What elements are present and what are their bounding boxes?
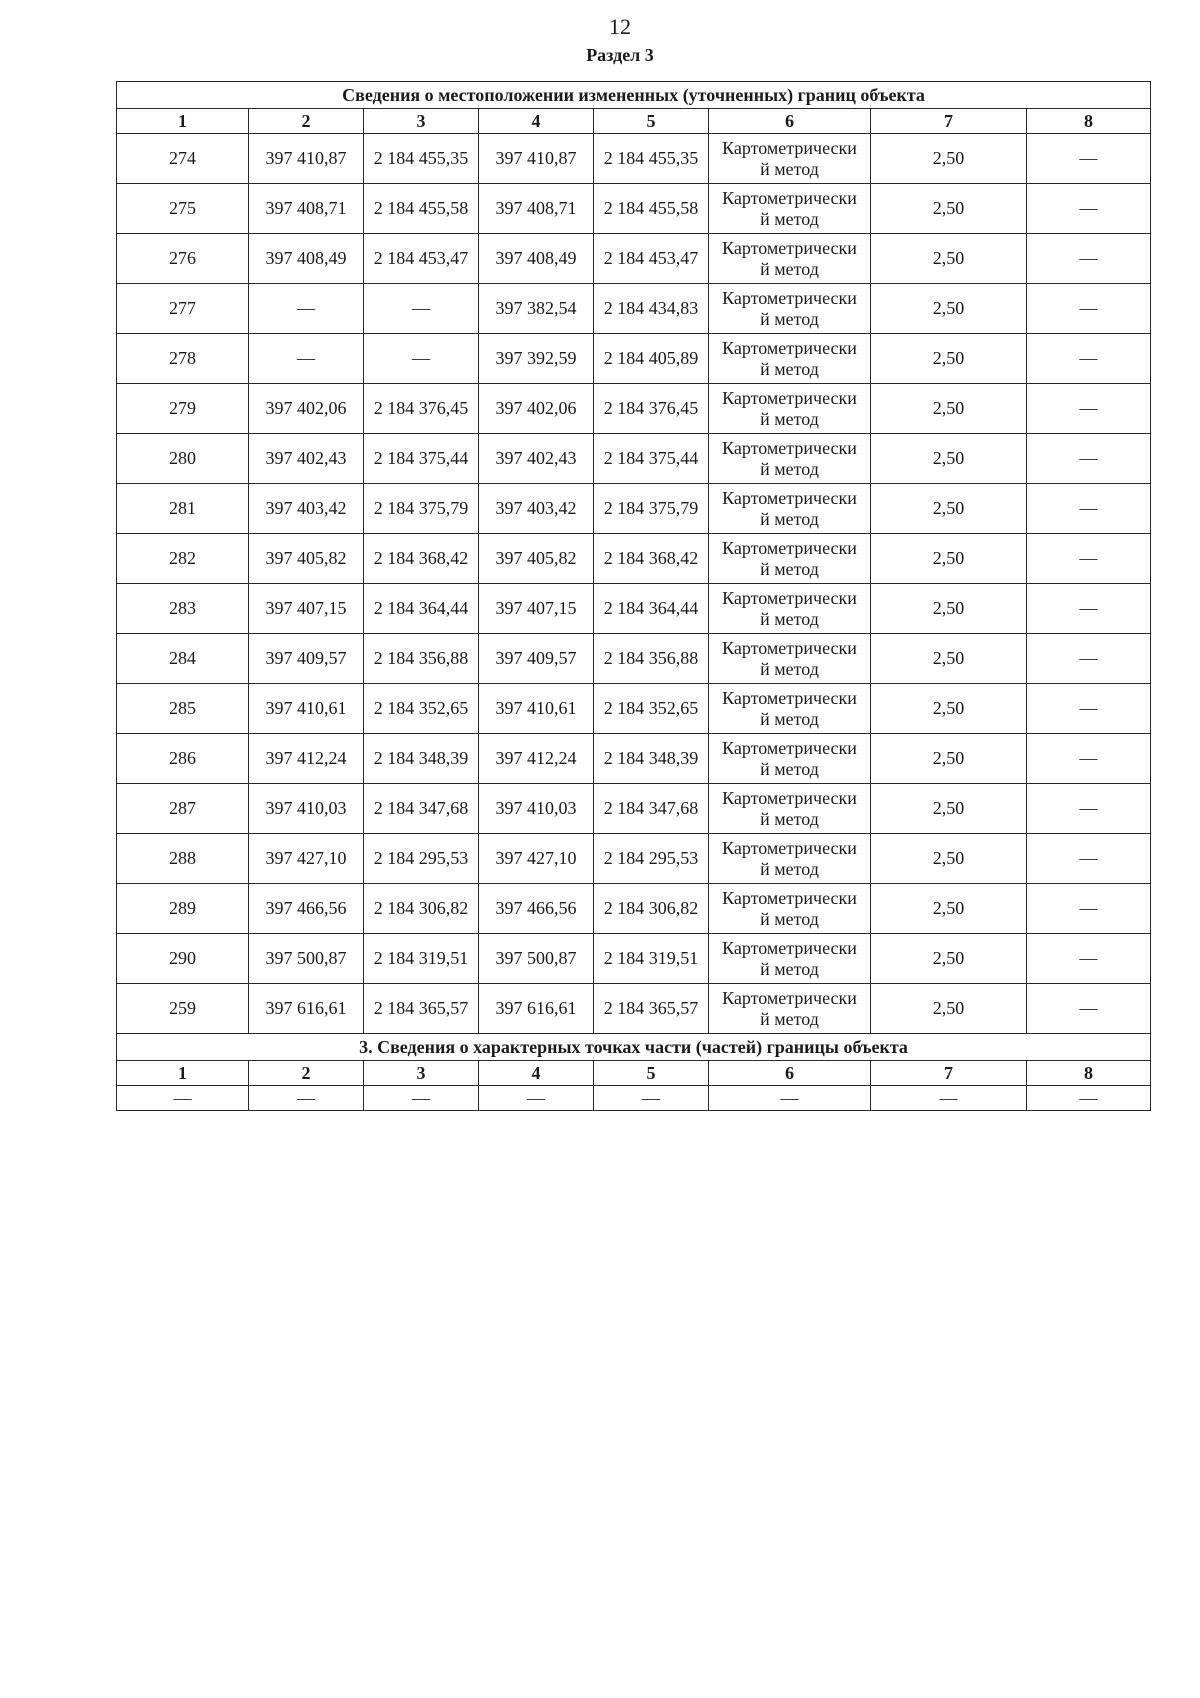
method-line-1: Картометрически: [722, 387, 857, 408]
y-new-cell: 2 184 375,79: [594, 484, 709, 534]
x-new-cell: 397 410,61: [479, 684, 594, 734]
note-cell: —: [1027, 884, 1151, 934]
method-line-2: й метод: [760, 358, 819, 379]
parts-title: [117, 1034, 1151, 1061]
x-new-cell: 397 408,49: [479, 234, 594, 284]
y-new-cell: 2 184 368,42: [594, 534, 709, 584]
y-old-cell: 2 184 347,68: [364, 784, 479, 834]
point-number-cell: 286: [117, 734, 249, 784]
x-new-cell: 397 410,87: [479, 134, 594, 184]
parts-cell: —: [1027, 1086, 1151, 1111]
note-cell: —: [1027, 984, 1151, 1034]
y-old-cell: 2 184 319,51: [364, 934, 479, 984]
method-cell: [709, 134, 871, 184]
column-number-cell: 1: [117, 109, 249, 134]
table-row: [117, 784, 1151, 834]
method-line-1: Картометрически: [722, 487, 857, 508]
x-old-cell: 397 408,49: [249, 234, 364, 284]
method-cell: [709, 784, 871, 834]
x-old-cell: 397 616,61: [249, 984, 364, 1034]
method-line-1: Картометрически: [722, 287, 857, 308]
x-new-cell: 397 408,71: [479, 184, 594, 234]
method-line-2: й метод: [760, 158, 819, 179]
method-line-1: Картометрически: [722, 987, 857, 1008]
method-line-2: й метод: [760, 558, 819, 579]
x-new-cell: 397 402,43: [479, 434, 594, 484]
method-cell: [709, 834, 871, 884]
x-old-cell: 397 405,82: [249, 534, 364, 584]
method-line-1: Картометрически: [722, 537, 857, 558]
method-line-2: й метод: [760, 408, 819, 429]
x-old-cell: 397 407,15: [249, 584, 364, 634]
y-new-cell: 2 184 455,35: [594, 134, 709, 184]
point-number-cell: 282: [117, 534, 249, 584]
method-line-1: Картометрически: [722, 337, 857, 358]
x-old-cell: 397 410,03: [249, 784, 364, 834]
accuracy-cell: 2,50: [871, 934, 1027, 984]
note-cell: —: [1027, 484, 1151, 534]
x-old-cell: 397 403,42: [249, 484, 364, 534]
note-cell: —: [1027, 184, 1151, 234]
accuracy-cell: 2,50: [871, 384, 1027, 434]
column-number-cell: 7: [871, 109, 1027, 134]
x-new-cell: 397 382,54: [479, 284, 594, 334]
x-new-cell: 397 392,59: [479, 334, 594, 384]
accuracy-cell: 2,50: [871, 134, 1027, 184]
x-new-cell: 397 409,57: [479, 634, 594, 684]
x-old-cell: 397 402,43: [249, 434, 364, 484]
method-cell: [709, 384, 871, 434]
method-line-1: Картометрически: [722, 837, 857, 858]
note-cell: —: [1027, 334, 1151, 384]
accuracy-cell: 2,50: [871, 884, 1027, 934]
accuracy-cell: 2,50: [871, 684, 1027, 734]
note-cell: —: [1027, 134, 1151, 184]
method-line-2: й метод: [760, 858, 819, 879]
table-row: [117, 434, 1151, 484]
y-old-cell: 2 184 348,39: [364, 734, 479, 784]
x-old-cell: 397 402,06: [249, 384, 364, 434]
column-number-cell: 3: [364, 109, 479, 134]
x-new-cell: 397 466,56: [479, 884, 594, 934]
table-row: [117, 884, 1151, 934]
accuracy-cell: 2,50: [871, 784, 1027, 834]
accuracy-cell: 2,50: [871, 334, 1027, 384]
column-number-cell: 3: [364, 1061, 479, 1086]
accuracy-cell: 2,50: [871, 484, 1027, 534]
point-number-cell: 289: [117, 884, 249, 934]
method-cell: [709, 984, 871, 1034]
point-number-cell: 285: [117, 684, 249, 734]
parts-cell: —: [871, 1086, 1027, 1111]
method-cell: [709, 934, 871, 984]
y-new-cell: 2 184 375,44: [594, 434, 709, 484]
y-old-cell: 2 184 306,82: [364, 884, 479, 934]
table-row: [117, 684, 1151, 734]
section-title: Раздел 3: [586, 45, 654, 65]
method-line-1: Картометрически: [722, 687, 857, 708]
column-number-cell: 2: [249, 109, 364, 134]
y-new-cell: 2 184 306,82: [594, 884, 709, 934]
x-old-cell: 397 409,57: [249, 634, 364, 684]
table-body: [117, 82, 1151, 1111]
column-number-cell: 5: [594, 1061, 709, 1086]
x-old-cell: —: [249, 284, 364, 334]
note-cell: —: [1027, 284, 1151, 334]
y-old-cell: 2 184 453,47: [364, 234, 479, 284]
accuracy-cell: 2,50: [871, 234, 1027, 284]
x-new-cell: 397 405,82: [479, 534, 594, 584]
method-cell: [709, 334, 871, 384]
method-line-1: Картометрически: [722, 737, 857, 758]
parts-cell: —: [709, 1086, 871, 1111]
x-new-cell: 397 427,10: [479, 834, 594, 884]
table-row: [117, 234, 1151, 284]
boundary-coordinates-table: [116, 81, 1151, 1111]
parts-cell: —: [364, 1086, 479, 1111]
y-old-cell: 2 184 455,35: [364, 134, 479, 184]
note-cell: —: [1027, 934, 1151, 984]
note-cell: —: [1027, 234, 1151, 284]
note-cell: —: [1027, 834, 1151, 884]
table-row: [117, 184, 1151, 234]
y-new-cell: 2 184 364,44: [594, 584, 709, 634]
table-row: [117, 384, 1151, 434]
x-old-cell: 397 410,87: [249, 134, 364, 184]
y-new-cell: 2 184 319,51: [594, 934, 709, 984]
method-line-2: й метод: [760, 658, 819, 679]
method-line-1: Картометрически: [722, 137, 857, 158]
table-row: [117, 334, 1151, 384]
y-new-cell: 2 184 347,68: [594, 784, 709, 834]
method-cell: [709, 484, 871, 534]
note-cell: —: [1027, 634, 1151, 684]
point-number-cell: 280: [117, 434, 249, 484]
note-cell: —: [1027, 384, 1151, 434]
method-cell: [709, 734, 871, 784]
point-number-cell: 279: [117, 384, 249, 434]
method-line-2: й метод: [760, 258, 819, 279]
method-line-1: Картометрически: [722, 587, 857, 608]
point-number-cell: 277: [117, 284, 249, 334]
parts-table-row: [117, 1086, 1151, 1111]
accuracy-cell: 2,50: [871, 584, 1027, 634]
method-line-2: й метод: [760, 908, 819, 929]
point-number-cell: 275: [117, 184, 249, 234]
method-line-2: й метод: [760, 1008, 819, 1029]
x-old-cell: 397 427,10: [249, 834, 364, 884]
accuracy-cell: 2,50: [871, 434, 1027, 484]
table-row: [117, 584, 1151, 634]
method-cell: [709, 884, 871, 934]
table-row: [117, 634, 1151, 684]
y-new-cell: 2 184 356,88: [594, 634, 709, 684]
x-old-cell: 397 412,24: [249, 734, 364, 784]
note-cell: —: [1027, 684, 1151, 734]
y-new-cell: 2 184 352,65: [594, 684, 709, 734]
method-cell: [709, 584, 871, 634]
y-new-cell: 2 184 376,45: [594, 384, 709, 434]
point-number-cell: 278: [117, 334, 249, 384]
point-number-cell: 288: [117, 834, 249, 884]
method-line-2: й метод: [760, 208, 819, 229]
x-new-cell: 397 500,87: [479, 934, 594, 984]
method-line-2: й метод: [760, 808, 819, 829]
method-line-1: Картометрически: [722, 787, 857, 808]
method-cell: [709, 234, 871, 284]
table-row: [117, 734, 1151, 784]
accuracy-cell: 2,50: [871, 534, 1027, 584]
method-cell: [709, 434, 871, 484]
column-number-cell: 8: [1027, 1061, 1151, 1086]
y-new-cell: 2 184 453,47: [594, 234, 709, 284]
column-number-cell: 6: [709, 109, 871, 134]
table-row: [117, 984, 1151, 1034]
y-old-cell: 2 184 356,88: [364, 634, 479, 684]
method-line-1: Картометрически: [722, 937, 857, 958]
y-old-cell: —: [364, 334, 479, 384]
parts-cell: —: [594, 1086, 709, 1111]
column-number-cell: 2: [249, 1061, 364, 1086]
method-line-2: й метод: [760, 458, 819, 479]
column-number-cell: 4: [479, 109, 594, 134]
point-number-cell: 276: [117, 234, 249, 284]
x-old-cell: 397 408,71: [249, 184, 364, 234]
y-new-cell: 2 184 455,58: [594, 184, 709, 234]
table-title-cell: Сведения о местоположении измененных (уточненных) границ объекта: [117, 82, 1151, 109]
method-line-1: Картометрически: [722, 187, 857, 208]
y-old-cell: 2 184 375,44: [364, 434, 479, 484]
y-old-cell: 2 184 455,58: [364, 184, 479, 234]
y-old-cell: 2 184 295,53: [364, 834, 479, 884]
method-line-2: й метод: [760, 308, 819, 329]
y-new-cell: 2 184 348,39: [594, 734, 709, 784]
column-number-cell: 5: [594, 109, 709, 134]
accuracy-cell: 2,50: [871, 734, 1027, 784]
column-numbers-row: [117, 109, 1151, 134]
method-cell: [709, 184, 871, 234]
accuracy-cell: 2,50: [871, 184, 1027, 234]
y-old-cell: 2 184 352,65: [364, 684, 479, 734]
x-old-cell: —: [249, 334, 364, 384]
y-old-cell: 2 184 368,42: [364, 534, 479, 584]
parts-title-cell: 3. Сведения о характерных точках части (частей) границы объекта: [117, 1034, 1151, 1061]
method-cell: [709, 284, 871, 334]
table-row: [117, 134, 1151, 184]
point-number-cell: 290: [117, 934, 249, 984]
note-cell: —: [1027, 534, 1151, 584]
x-new-cell: 397 412,24: [479, 734, 594, 784]
table-row: [117, 934, 1151, 984]
table-row: [117, 484, 1151, 534]
parts-cell: —: [117, 1086, 249, 1111]
table-row: [117, 834, 1151, 884]
page-number: 12: [609, 14, 631, 39]
method-line-2: й метод: [760, 508, 819, 529]
note-cell: —: [1027, 784, 1151, 834]
note-cell: —: [1027, 434, 1151, 484]
column-number-cell: 6: [709, 1061, 871, 1086]
point-number-cell: 274: [117, 134, 249, 184]
method-line-1: Картометрически: [722, 637, 857, 658]
y-new-cell: 2 184 295,53: [594, 834, 709, 884]
parts-cell: —: [249, 1086, 364, 1111]
point-number-cell: 284: [117, 634, 249, 684]
y-old-cell: 2 184 375,79: [364, 484, 479, 534]
method-line-1: Картометрически: [722, 437, 857, 458]
y-old-cell: 2 184 364,44: [364, 584, 479, 634]
parts-column-numbers-row: [117, 1061, 1151, 1086]
y-old-cell: 2 184 365,57: [364, 984, 479, 1034]
method-line-2: й метод: [760, 708, 819, 729]
y-new-cell: 2 184 365,57: [594, 984, 709, 1034]
y-new-cell: 2 184 405,89: [594, 334, 709, 384]
accuracy-cell: 2,50: [871, 634, 1027, 684]
y-old-cell: 2 184 376,45: [364, 384, 479, 434]
column-number-cell: 1: [117, 1061, 249, 1086]
x-old-cell: 397 500,87: [249, 934, 364, 984]
x-new-cell: 397 616,61: [479, 984, 594, 1034]
method-cell: [709, 634, 871, 684]
accuracy-cell: 2,50: [871, 984, 1027, 1034]
y-old-cell: —: [364, 284, 479, 334]
method-line-2: й метод: [760, 958, 819, 979]
point-number-cell: 283: [117, 584, 249, 634]
x-old-cell: 397 410,61: [249, 684, 364, 734]
column-number-cell: 4: [479, 1061, 594, 1086]
x-new-cell: 397 410,03: [479, 784, 594, 834]
point-number-cell: 287: [117, 784, 249, 834]
method-line-2: й метод: [760, 608, 819, 629]
table-title: [117, 82, 1151, 109]
method-line-1: Картометрически: [722, 237, 857, 258]
note-cell: —: [1027, 584, 1151, 634]
accuracy-cell: 2,50: [871, 284, 1027, 334]
x-old-cell: 397 466,56: [249, 884, 364, 934]
note-cell: —: [1027, 734, 1151, 784]
x-new-cell: 397 407,15: [479, 584, 594, 634]
point-number-cell: 281: [117, 484, 249, 534]
method-line-2: й метод: [760, 758, 819, 779]
accuracy-cell: 2,50: [871, 834, 1027, 884]
x-new-cell: 397 402,06: [479, 384, 594, 434]
method-cell: [709, 534, 871, 584]
column-number-cell: 8: [1027, 109, 1151, 134]
parts-cell: —: [479, 1086, 594, 1111]
column-number-cell: 7: [871, 1061, 1027, 1086]
y-new-cell: 2 184 434,83: [594, 284, 709, 334]
table-row: [117, 534, 1151, 584]
method-line-1: Картометрически: [722, 887, 857, 908]
point-number-cell: 259: [117, 984, 249, 1034]
method-cell: [709, 684, 871, 734]
x-new-cell: 397 403,42: [479, 484, 594, 534]
table-row: [117, 284, 1151, 334]
